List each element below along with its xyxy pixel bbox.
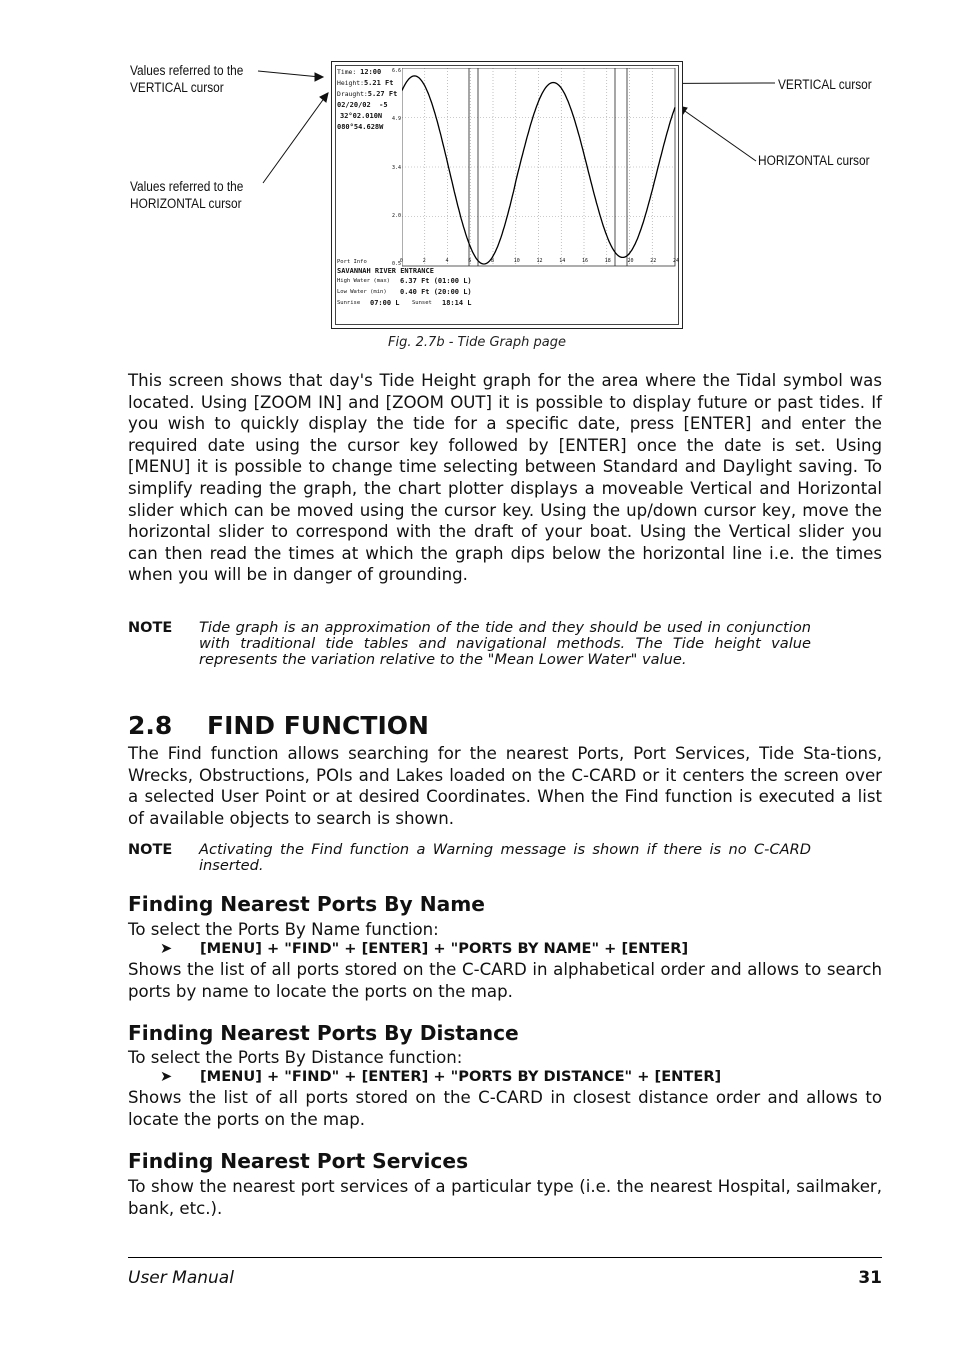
high-water-value: 6.37 Ft (01:00 L) (400, 277, 472, 285)
draught-label: Draught: (337, 90, 368, 98)
note-label: NOTE (128, 620, 173, 636)
draught-value: 5.27 Ft (367, 90, 398, 98)
section-number: 2.8 (128, 711, 173, 740)
command-text: [MENU] + "FIND" + [ENTER] + "PORTS BY DISTANCE" + [ENTER] (200, 1068, 722, 1085)
longitude-value: 080°54.628W (337, 123, 384, 131)
x-tick: 6 (468, 258, 472, 264)
ports-by-distance-intro: To select the Ports By Distance function: (128, 1048, 463, 1067)
x-tick: 12 (536, 258, 543, 264)
x-tick: 2 (422, 258, 426, 264)
callout-vertical-cursor: VERTICAL cursor (778, 77, 872, 92)
ports-by-name-description: Shows the list of all ports stored on the C-CARD in alphabetical order and allows to search ports by name to locate the ports on the map. (128, 960, 882, 1001)
date-value: 02/20/02 (337, 101, 371, 109)
tide-graph-plot (402, 68, 678, 268)
y-tick: 0.5 (392, 261, 402, 267)
x-tick: 18 (604, 258, 611, 264)
tide-graph-figure (120, 55, 900, 335)
sunrise-value: 07:00 L (370, 299, 400, 307)
footer-rule (128, 1257, 882, 1258)
y-tick: 2.0 (392, 213, 402, 219)
y-tick: 4.9 (392, 116, 402, 122)
sunset-label: Sunset (412, 300, 432, 306)
section-heading (128, 711, 429, 740)
x-tick: 20 (627, 258, 634, 264)
height-value: 5.21 Ft (363, 79, 394, 87)
tide-graph-paragraph: This screen shows that day's Tide Height graph for the area where the Tidal symbol was located. Using [ZOOM IN] and [ZOOM OUT] it is possible to display future or past tides. If you wish to quickly display the tide for a specific date, press [ENTER] and enter the required date using the cursor key followed by [ENTER] once the date is set. Using [MENU] it is possible to change time selecting between Standard and Daylight saving. To simplify reading the graph, the chart plotter displays a moveable Vertical and Horizontal slider which can be moved using the cursor key. Using the up/down cursor key, move the horizontal slider to correspond with the draft of your boat. Using the Vertical slider you can then read the times at which the graph dips below the horizontal line i.e. the times when you will be in danger of grounding. (128, 371, 882, 585)
offset-value: -5 (379, 101, 388, 109)
page-number: 31 (858, 1268, 882, 1288)
time-value: 12:00 (360, 68, 382, 76)
figure-caption: Fig. 2.7b - Tide Graph page (388, 335, 566, 350)
port-services-description: To show the nearest port services of a particular type (i.e. the nearest Hospital, sailmaker, bank, etc.). (128, 1177, 882, 1218)
heading-ports-by-name: Finding Nearest Ports By Name (128, 892, 485, 916)
heading-port-services: Finding Nearest Port Services (128, 1149, 469, 1173)
y-tick: 6.6 (392, 68, 402, 74)
ports-by-name-command (160, 940, 688, 957)
note-text: Activating the Find function a Warning message is shown if there is no C-CARD inserted. (199, 841, 811, 874)
x-tick: 22 (650, 258, 657, 264)
x-tick: 4 (445, 258, 449, 264)
height-label: Height: (337, 79, 364, 87)
time-label: Time: (337, 68, 357, 76)
callout-horizontal-values: Values referred to the HORIZONTAL cursor (130, 179, 244, 211)
x-tick: 14 (559, 258, 566, 264)
arrow-icon: ➤ (160, 940, 173, 957)
note-text: Tide graph is an approximation of the tide and they should be used in conjunction with traditional tide tables and navigational methods. The Tide height value represents the variation relative to the "Mean Lower Water" value. (199, 619, 811, 668)
arrow-icon: ➤ (160, 1068, 173, 1085)
low-water-label: Low Water (min) (337, 289, 387, 295)
y-tick: 3.4 (392, 165, 402, 171)
x-tick: 16 (582, 258, 589, 264)
tide-graph-screen (331, 61, 683, 329)
port-info-label: Port Info (337, 259, 367, 265)
x-tick: 8 (491, 258, 495, 264)
find-function-paragraph: The Find function allows searching for the nearest Ports, Port Services, Tide Sta-tions, Wrecks, Obstructions, POIs and Lakes loaded on the C-CARD or it centers the screen over a selected User Point or at desired Coordinates. When the Find function is executed a list of available objects to search is shown. (128, 744, 882, 828)
ports-by-name-intro: To select the Ports By Name function: (128, 920, 439, 939)
callout-vertical-values: Values referred to the VERTICAL cursor (130, 63, 244, 95)
note-label: NOTE (128, 842, 173, 858)
latitude-value: 32°02.010N (340, 112, 383, 120)
low-water-value: 0.40 Ft (20:00 L) (400, 288, 472, 296)
sunset-value: 18:14 L (442, 299, 472, 307)
sunrise-label: Sunrise (337, 300, 361, 306)
heading-ports-by-distance: Finding Nearest Ports By Distance (128, 1021, 519, 1045)
footer-title: User Manual (128, 1268, 234, 1288)
ports-by-distance-command (160, 1068, 721, 1085)
high-water-label: High Water (max) (337, 278, 390, 284)
x-tick: 10 (513, 258, 520, 264)
callout-horizontal-cursor: HORIZONTAL cursor (758, 153, 870, 168)
port-name: SAVANNAH RIVER ENTRANCE (337, 267, 434, 275)
command-text: [MENU] + "FIND" + [ENTER] + "PORTS BY NAME" + [ENTER] (200, 940, 689, 957)
x-tick: 24 (673, 258, 680, 264)
section-title: FIND FUNCTION (207, 711, 429, 740)
x-tick: 0 (400, 258, 404, 264)
ports-by-distance-description: Shows the list of all ports stored on the C-CARD in closest distance order and allows to locate the ports on the map. (128, 1088, 882, 1129)
